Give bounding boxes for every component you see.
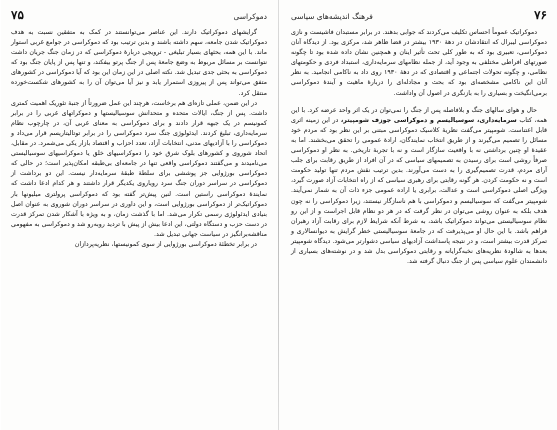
running-head: دموکراسی [233, 12, 267, 21]
paragraph [291, 106, 547, 268]
running-head: فرهنگ اندیشه‌های سیاسی [291, 12, 373, 21]
text-run: دموکراتیک عموماً احساس تکلیف می‌کردند که جوابی بدهند. در برابر مستبدان فاشیست و نازی دموکراسی لیبرال که انتقادشان در دههٔ ۱۹۳۰ بیشتر در قضا ظاهر شد، مرکزی بود. از دیدگاه آنان دموکراسی، تعبیری بود که به طور کلی تحت تأثیر اینان و همچنین نشان داده شده بود تا چگونه صورتهای افراطی مختلفی به وجود آید، از جمله نظامهای سرمایه‌داری، استبداد فردی و حکومتهای نظامی، و چگونه تحولات اجتماعی و اقتصادی که در دههٔ ۱۹۳۰ روی داد به ناکامی انجامید. به نظر آنان این ناکامی مشخصه‌ای بود که بحث و مجادله‌ای را دربارهٔ ماهیت و آیندهٔ دموکراسی برمی‌انگیخت و بسیاری را به بازنگری در اصول آن واداشت. [291, 29, 547, 97]
right-page-header [291, 8, 547, 22]
text-run: گرایشهای دموکراتیک دارند. این عناصر می‌توانستند در کمک به متفقین نسبت به هدف دموکراتیک شدن جامعه، سهم داشته باشند و بدین ترتیب بود که دموکراسی در جوامع غربی استوار ماند. با این همه، بحثهای بسیار تبلیغی - ترویجی دربارهٔ دموکراسی که در زمان جنگ جریان داشت نتوانست بر مسائل مربوط به وضع جامعهٔ پس از جنگ پرتو بیفکند، و تنها پس از پایان جنگ بود که دموکراسی به بحثی جدی تبدیل شد. نکته اصلی در این زمان این بود که آیا دموکراسی در کشورهای متفق می‌تواند پس از پیروزی استمرار یابد و نیز آیا می‌توان آن را به کشورهای شکست‌خورده منتقل کرد. [11, 29, 267, 97]
right-page [279, 0, 557, 430]
text-run: حال و هوای سالهای جنگ و بلافاصله پس از جنگ را نمی‌توان در یک اثر واحد عرضه کرد. با این همه، کتاب [291, 106, 547, 124]
text-run: در این زمینه اثری قابل اعتناست. شومپیتر می‌گفت نظریهٔ کلاسیک دموکراسی مبتنی بر این نظر بود که مردم خود مسائل را تصمیم می‌گیرند و از طریق انتخاب نمایندگان، ارادهٔ عمومی را تحقق می‌بخشند. اما به عقیدهٔ او چنین برداشتی نه با واقعیت سازگار است و نه با تجربهٔ تاریخی. به نظر او دموکراسی صرفاً روشی است برای رسیدن به تصمیمهای سیاسی که در آن افراد از طریق رقابت برای جلب آرای مردم، قدرت تصمیم‌گیری را به دست می‌آورند. بدین ترتیب نقش مردم تنها تولید حکومت است و نه حکومت کردن. هر گونه رقابتی برای رهبری سیاسی که از راه انتخابات آزاد صورت گیرد، ویژگی اصلی دموکراسی است و عدالت، برابری یا اراده عمومی جزء ذات آن به شمار نمی‌آیند. شومپیتر می‌گفت که سوسیالیسم و دموکراسی با هم ناسازگار نیستند، زیرا دموکراسی را نه چون هدف بلکه به عنوان روشی می‌توان در نظر گرفت که در هر دو نظام قابل اجراست و از این رو نظام سوسیالیستی می‌تواند دموکراتیک باشد، به شرط آنکه شرایط لازم برای رقابت آزاد رهبران فراهم باشد. با این حال او می‌پذیرفت که در جامعهٔ سوسیالیستی خطر گرایش به دیوانسالاری و تمرکز قدرت بیشتر است، و در نتیجه پاسداشت آزادیهای سیاسی دشوارتر می‌شود. دیدگاه شومپیتر بعدها به شالودهٔ نظریه‌های نخبه‌گرایانه و رقابتی دموکراسی بدل شد و در نوشته‌های بسیاری از دانشمندان علوم سیاسی پس از جنگ دنبال گرفته شد. [291, 116, 547, 266]
bold-title: سرمایه‌داری، سوسیالیسم و دموکراسی جوزف شومپیتر، [340, 116, 517, 124]
left-page-body [11, 28, 267, 250]
page-number: ٧۶ [534, 8, 547, 22]
page-number: ٧۵ [11, 8, 24, 22]
left-page [1, 0, 279, 430]
left-page-header [11, 8, 267, 22]
text-run: در این ضمن، عملی تازه‌ای هم برخاست، هرچند این عمل ضرورتاً از جنبهٔ تئوریک اهمیت کمتری داشت. پس از جنگ، ایالات متحده و متحدانش سوسیالیستها و دموکراتهای غربی را در برابر کمونیسم در یک جبهه قرار دادند و برای دموکراسی به معنای غربی آن، در چارچوب نظام سرمایه‌داری، تبلیغ کردند. ایدئولوژی جنگ سرد دموکراسی را در برابر توتالیتاریسم قرار می‌داد و دموکراسی را با آزادیهای مدنی، انتخابات آزاد، تعدد احزاب و اقتصاد بازار یکی می‌شمرد. در مقابل، اتحاد شوروی و کشورهای بلوک شرق خود را دموکراسیهای خلق یا دموکراسیهای سوسیالیستی می‌نامیدند و می‌گفتند دموکراسی واقعی تنها در جامعه‌ای بی‌طبقه امکان‌پذیر است؛ در حالی که دموکراسی بورژوایی جز پوششی برای سلطهٔ طبقهٔ سرمایه‌دار نیست. این دو برداشت از دموکراسی در سراسر دوران جنگ سرد رویاروی یکدیگر قرار داشتند و هر کدام ادعا داشت که نمایندهٔ دموکراسی راستین است. لنین پیش‌تر گفته بود که دموکراسی پرولتری میلیونها بار دموکراتیک‌تر از دموکراسی بورژوایی است، و این داوری در سراسر دوران شوروی به عنوان اصل بنیادی ایدئولوژی رسمی تکرار می‌شد. اما با گذشت زمان، و به ویژه با آشکار شدن تمرکز قدرت در دست حزب و دستگاه دولتی، این ادعا بیش از پیش با تردید روبه‌رو شد و دموکراسی به مفهومی مناقشه‌برانگیز در سیاست جهانی تبدیل شد. [11, 99, 267, 238]
book-gutter [278, 0, 279, 430]
paragraph [291, 28, 547, 99]
paragraph [11, 240, 267, 250]
paragraph [11, 28, 267, 99]
text-run: در برابر تخطئهٔ دموکراسی بورژوایی از سوی کمونیستها، نظریه‌پردازان [74, 240, 257, 248]
right-page-body [291, 28, 547, 267]
paragraph [11, 99, 267, 240]
